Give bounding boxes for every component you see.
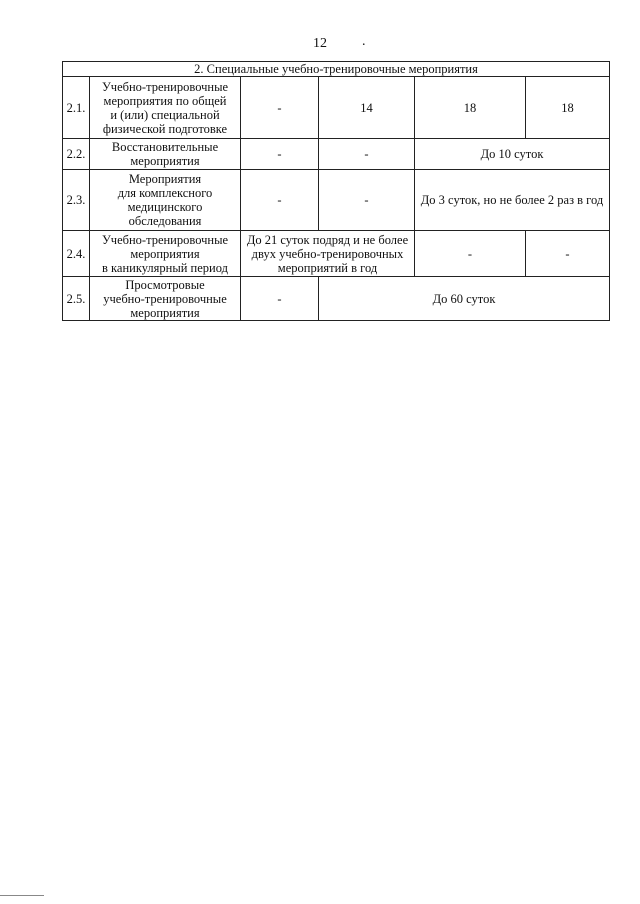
value-cell: - bbox=[319, 170, 415, 231]
value-cell: 18 bbox=[526, 77, 610, 139]
value-cell: - bbox=[241, 170, 319, 231]
event-name-line: учебно-тренировочные bbox=[103, 291, 227, 306]
value-cell: - bbox=[526, 231, 610, 277]
event-name-cell bbox=[90, 139, 241, 170]
row-number: 2.2. bbox=[63, 139, 90, 170]
event-name-line: в каникулярный период bbox=[101, 260, 228, 275]
event-name-line: для комплексного bbox=[117, 186, 213, 200]
table-row bbox=[63, 170, 610, 231]
value-cell-merged bbox=[241, 231, 415, 277]
value-cell: - bbox=[241, 77, 319, 139]
event-name-line: Просмотровые bbox=[125, 277, 205, 292]
page-mark: . bbox=[362, 34, 366, 49]
event-name-cell bbox=[90, 231, 241, 277]
value-cell: - bbox=[241, 139, 319, 170]
table-row bbox=[63, 231, 610, 277]
row-number: 2.3. bbox=[63, 170, 90, 231]
event-name-line: Учебно-тренировочные bbox=[101, 232, 229, 247]
value-cell: - bbox=[319, 139, 415, 170]
event-name-line: физической подготовке bbox=[102, 121, 228, 136]
value-cell: - bbox=[415, 231, 526, 277]
event-name-line: Восстановительные bbox=[111, 140, 219, 154]
value-cell-merged: До 10 суток bbox=[415, 139, 610, 170]
value-cell: 14 bbox=[319, 77, 415, 139]
event-name-line: обследования bbox=[128, 214, 202, 228]
table-row bbox=[63, 139, 610, 170]
event-name-line: и (или) специальной bbox=[110, 107, 220, 122]
event-name-cell bbox=[90, 170, 241, 231]
event-name-line: мероприятия bbox=[130, 246, 200, 261]
page-number bbox=[0, 36, 640, 52]
section-title: 2. Специальные учебно-тренировочные мероприятия bbox=[63, 62, 610, 77]
value-cell: 18 bbox=[415, 77, 526, 139]
section-title-row bbox=[63, 62, 610, 77]
event-name-cell bbox=[90, 277, 241, 321]
value-cell-merged: До 3 суток, но не более 2 раз в год bbox=[415, 170, 610, 231]
event-name-line: Мероприятия bbox=[128, 172, 202, 186]
event-name-line: медицинского bbox=[127, 200, 203, 214]
table-row bbox=[63, 277, 610, 321]
event-name-line: Учебно-тренировочные bbox=[101, 79, 229, 94]
value-cell: - bbox=[241, 277, 319, 321]
value-cell-merged: До 60 суток bbox=[319, 277, 610, 321]
event-name-line: мероприятия bbox=[130, 305, 200, 320]
row-number: 2.1. bbox=[63, 77, 90, 139]
table-row bbox=[63, 77, 610, 139]
value-line: До 21 суток подряд и не более bbox=[246, 232, 409, 247]
page-number-text: 12 bbox=[313, 36, 327, 51]
row-number: 2.4. bbox=[63, 231, 90, 277]
event-name-line: мероприятия по общей bbox=[103, 93, 227, 108]
event-name-line: мероприятия bbox=[130, 154, 200, 168]
row-number: 2.5. bbox=[63, 277, 90, 321]
value-line: двух учебно-тренировочных bbox=[251, 246, 404, 261]
training-events-table bbox=[62, 61, 610, 321]
event-name-cell bbox=[90, 77, 241, 139]
value-line: мероприятий в год bbox=[277, 260, 378, 275]
scan-edge-mark bbox=[0, 895, 44, 896]
